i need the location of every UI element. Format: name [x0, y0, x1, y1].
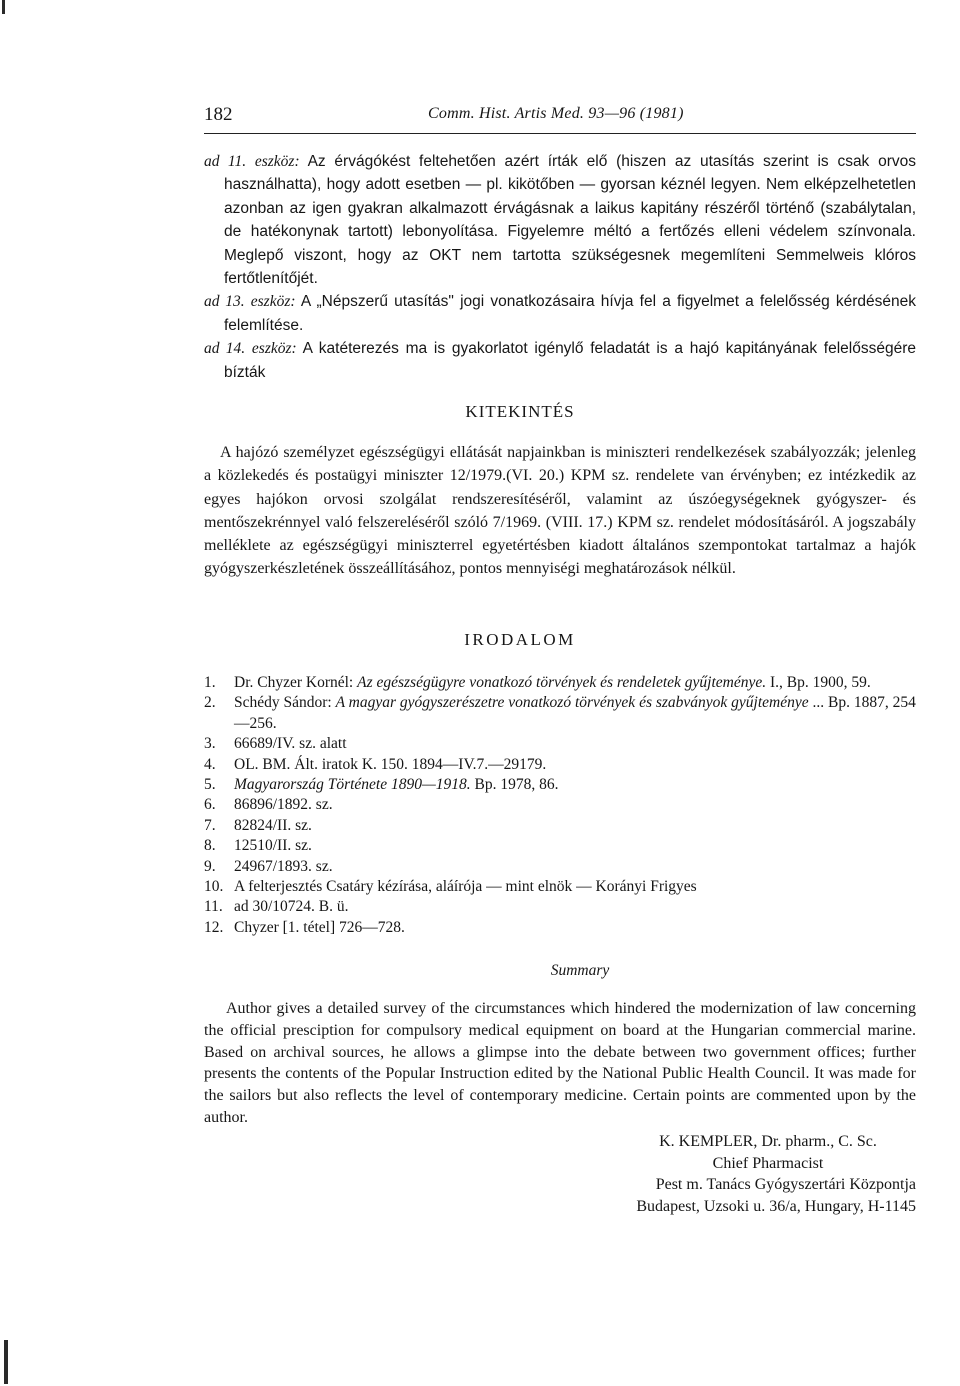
kitekintes-paragraph: A hajózó személyzet egészségügyi ellátását napjainkban is miniszteri rendelkezések szabályozzák; jelenleg a közlekedés és postaügyi miniszter 12/1979.(VI. 20.) KPM sz. rendelete van érvényben; ez intézkedik az egyes hajókon orvosi szolgálat rendszeresítéséről, valamint az úszóegységeknek gyógyszer- és mentőszekrénnyel való felszereléséről szóló 7/1969. (VIII. 17.) KPM sz. rendelet módosításáról. A jogszabály melléklete az egészségügyi miniszterrel egyetértésben kiadott általános szempontokat tartalmaz a hajók gyógyszerkészletének összeállításához, pontos mennyiségi meghatározások nélkül. — [204, 444, 916, 578]
running-title: Comm. Hist. Artis Med. 93—96 (1981) — [428, 105, 684, 122]
reference-number: 3. — [204, 735, 216, 753]
reference-number: 10. — [204, 878, 224, 896]
note-label: eszköz: — [254, 153, 300, 170]
reference-number: 6. — [204, 796, 216, 814]
author-title: Chief Pharmacist — [712, 1154, 824, 1172]
note-item — [204, 337, 916, 384]
reference-text: 86896/1892. sz. — [234, 796, 333, 814]
note-text: Az érvágókést feltehetően azért írták elő (hiszen az utasítás szerint is csak orvos használhatta), hogy adott esetben — pl. kikötőben — gyorsan kéznél legyen. Nem elképzelhetetlen azonban az igen gyakran alkalmazott érvágásnak a laikus kapitány részéről történő (szabálytalan, de hatékonynak tartott) lebonyolítása. Figyelemre méltó a fertőzés elleni védelem színvonala. Meglepő viszont, hogy az OKT nem tartotta szükségesnek megemlíteni Semmelweis klóros fertőtlenítőjét. — [224, 153, 916, 288]
reference-title: A magyar gyógyszerészetre vonatkozó törvények és szabványok gyűjteménye — [335, 694, 809, 712]
note-label: eszköz: — [250, 293, 296, 311]
reference-text: 82824/II. sz. — [234, 816, 312, 834]
reference-list — [204, 673, 916, 938]
reference-number: 1. — [204, 674, 216, 691]
reference-number: 2. — [204, 694, 216, 712]
irodalom-heading: IRODALOM — [464, 630, 576, 649]
reference-item — [204, 755, 916, 775]
reference-item — [204, 775, 916, 795]
reference-text: Dr. Chyzer Kornél: — [234, 674, 358, 691]
note-text: A katéterezés ma is gyakorlatot igénylő feladatát is a hajó kapitányának felelősségére bízták — [224, 340, 916, 381]
reference-number: 9. — [204, 857, 216, 875]
author-signature-block — [540, 1131, 916, 1217]
reference-item — [204, 897, 916, 917]
reference-text: Schédy Sándor: — [234, 694, 336, 712]
reference-item — [204, 693, 916, 734]
reference-item — [204, 836, 916, 856]
reference-text: 12510/II. sz. — [234, 837, 312, 855]
reference-text: A felterjesztés Csatáry kézírása, aláírója — mint elnök — Korányi Frigyes — [234, 878, 697, 896]
note-ref: ad 13. — [204, 293, 245, 311]
reference-item — [204, 877, 916, 897]
reference-text: Chyzer [1. tétel] 726—728. — [234, 918, 405, 936]
reference-number: 5. — [204, 776, 216, 794]
reference-text: 24967/1893. sz. — [234, 857, 333, 875]
reference-item — [204, 673, 916, 693]
reference-number: 7. — [204, 816, 216, 834]
author-institution: Pest m. Tanács Gyógyszertári Központja — [655, 1176, 916, 1193]
reference-text: ad 30/10724. B. ü. — [234, 898, 349, 916]
reference-item — [204, 816, 916, 836]
reference-number: 4. — [204, 755, 216, 773]
note-ref: ad 11. — [204, 153, 247, 170]
reference-details: I., Bp. 1900, 59. — [766, 674, 871, 691]
reference-item — [204, 795, 916, 815]
reference-item — [204, 734, 916, 754]
author-address: Budapest, Uzsoki u. 36/a, Hungary, H-1145 — [636, 1197, 916, 1215]
scan-edge-mark-top — [2, 0, 5, 14]
reference-details: Bp. 1978, 86. — [470, 776, 559, 794]
reference-title: Magyarország Története 1890—1918. — [234, 776, 471, 794]
header-rule — [204, 133, 916, 134]
page-header — [204, 104, 916, 132]
reference-number: 12. — [204, 918, 224, 936]
reference-text: OL. BM. Ált. iratok K. 150. 1894—IV.7.—29179. — [234, 755, 547, 773]
note-ref: ad 14. — [204, 340, 246, 358]
note-label: eszköz: — [251, 340, 297, 358]
reference-details: ... Bp. 1887, 254—256. — [234, 694, 916, 732]
scan-edge-mark-bottom — [4, 1340, 8, 1384]
author-name: K. KEMPLER, Dr. pharm., C. Sc. — [659, 1133, 877, 1150]
reference-item — [204, 918, 916, 938]
note-text: A „Népszerű utasítás" jogi vonatkozásaira hívja fel a figyelmet a felelősség kérdésének felemlítése. — [224, 293, 917, 334]
note-item — [204, 290, 916, 337]
notes-section — [204, 150, 916, 384]
reference-number: 11. — [204, 898, 223, 916]
page-number: 182 — [204, 104, 233, 125]
note-item — [204, 150, 916, 290]
kitekintes-heading: KITEKINTÉS — [465, 402, 575, 421]
reference-number: 8. — [204, 837, 216, 855]
summary-heading: Summary — [550, 962, 610, 979]
reference-item — [204, 857, 916, 877]
summary-paragraph: Author gives a detailed survey of the circumstances which hindered the modernization of law concerning the official presciption for compulsory medical equipment on board at the Hungarian commercial marine. Based on archival sources, he allows a glimpse into the debate between two government offices; further presents the contents of the Popular Instruction edited by the National Public Health Council. It was made for the sailors but also reflects the level of contemporary medicine. Certain points are commented upon by the author. — [204, 1000, 916, 1126]
reference-title: Az egészségügyre vonatkozó törvények és rendeletek gyűjteménye. — [357, 674, 767, 691]
reference-text: 66689/IV. sz. alatt — [234, 735, 347, 753]
